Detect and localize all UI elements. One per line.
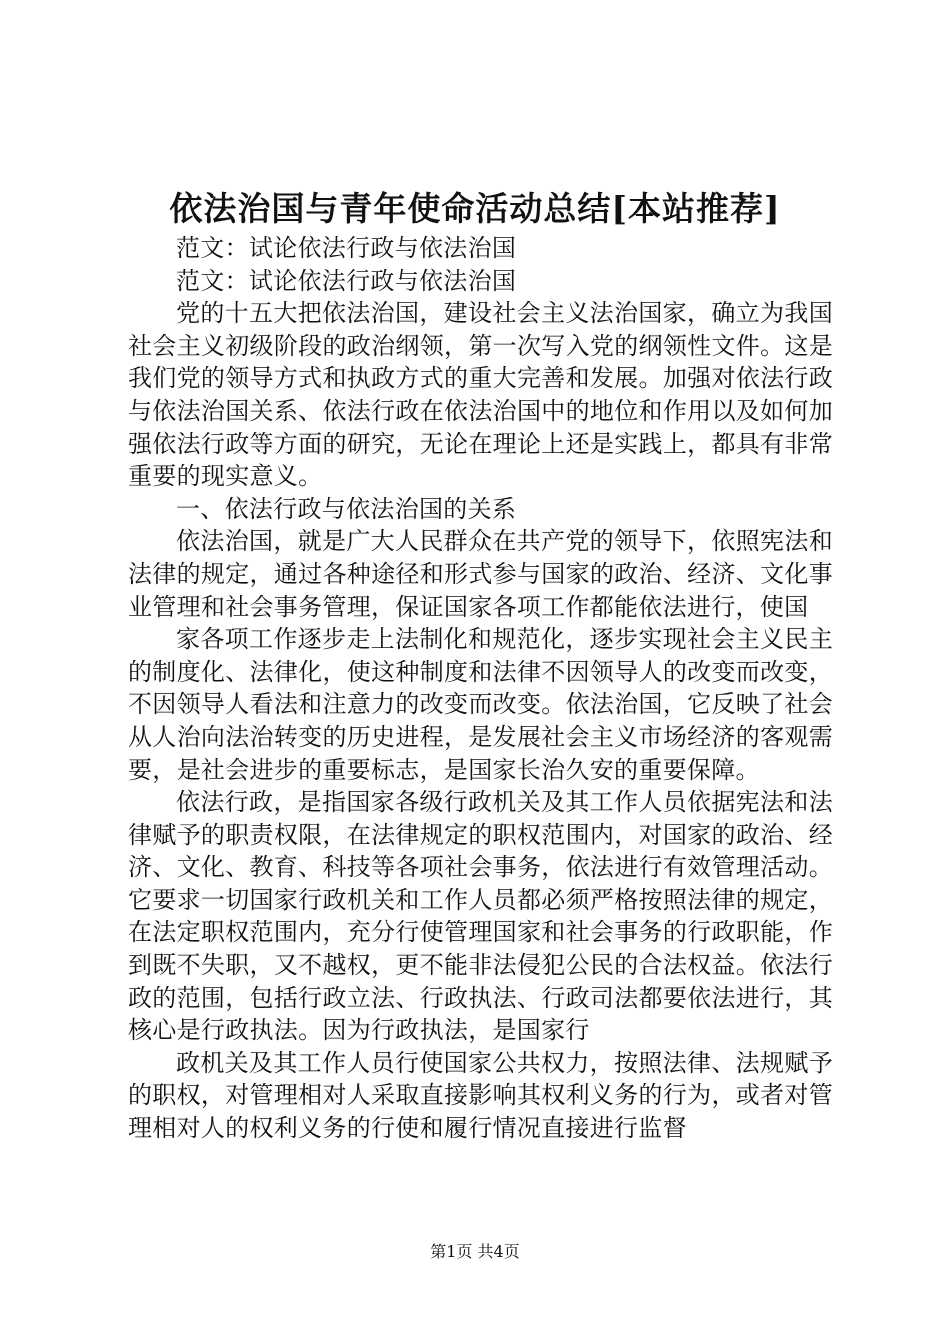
paragraph-administration-by-law: 依法行政，是指国家各级行政机关及其工作人员依据宪法和法律赋予的职责权限，在法律规定的职权范围内，对国家的政治、经济、文化、教育、科技等各项社会事务，依法进行有效管理活动。它要求一切国家行政机关和工作人员都必须严格按照法律的规定，在法定职权范围内，充分行使管理国家和社会事务的行政职能，作到既不失职，又不越权，更不能非法侵犯公民的合法权益。依法行政的范围，包括行政立法、行政执法、行政司法都要依法进行，其核心是行政执法。因为行政执法，是国家行 xyxy=(128,788,833,1045)
document-title: 依法治国与青年使命活动总结[本站推荐] xyxy=(169,189,781,228)
page-number-footer: 第1页 共4页 xyxy=(430,1242,520,1261)
paragraph-administrative-enforcement: 政机关及其工作人员行使国家公共权力，按照法律、法规赋予的职权，对管理相对人采取直接影响其权利义务的行为，或者对管理相对人的权利义务的行使和履行情况直接进行监督 xyxy=(128,1048,833,1143)
paragraph-rule-of-law-definition: 依法治国，就是广大人民群众在共产党的领导下，依照宪法和法律的规定，通过各种途径和形式参与国家的政治、经济、文化事业管理和社会事务管理，保证国家各项工作都能依法进行，使国 xyxy=(128,527,833,621)
document-body xyxy=(128,232,833,1145)
paragraph-rule-of-law-significance: 家各项工作逐步走上法制化和规范化，逐步实现社会主义民主的制度化、法律化，使这种制度和法律不因领导人的改变而改变，不因领导人看法和注意力的改变而改变。依法治国，它反映了社会从人治向法治转变的历史进程，是发展社会主义市场经济的客观需要，是社会进步的重要标志，是国家长治久安的重要保障。 xyxy=(128,625,833,784)
paragraph-sample-title-1: 范文：试论依法行政与依法治国 xyxy=(176,234,517,262)
section-heading-relationship: 一、依法行政与依法治国的关系 xyxy=(176,494,517,523)
paragraph-intro: 党的十五大把依法治国，建设社会主义法治国家，确立为我国社会主义初级阶段的政治纲领，第一次写入党的纲领性文件。这是我们党的领导方式和执政方式的重大完善和发展。加强对依法行政与依法治国关系、依法行政在依法治国中的地位和作用以及如何加强依法行政等方面的研究，无论在理论上还是实践上，都具有非常重要的现实意义。 xyxy=(128,299,833,491)
paragraph-sample-title-2: 范文：试论依法行政与依法治国 xyxy=(176,266,517,295)
